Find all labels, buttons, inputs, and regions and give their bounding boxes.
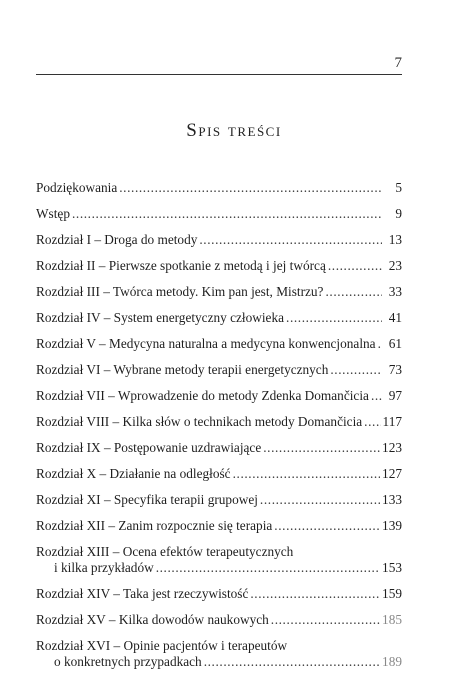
toc-entry-label-continued: i kilka przykładów: [54, 560, 154, 575]
header-rule: [36, 74, 402, 75]
toc-entry-label: Rozdział XVI – Opinie pacjentów i terapeutów: [36, 638, 288, 653]
toc-entry: [36, 612, 402, 638]
toc-entry: [36, 586, 402, 612]
toc-entry-label: Rozdział X – Działanie na odległość: [36, 466, 231, 481]
toc-entry-page: 123: [382, 440, 402, 455]
toc-entry-page: 9: [395, 206, 402, 221]
toc-entry-label: Rozdział VI – Wybrane metody terapii energetycznych: [36, 362, 329, 377]
toc-entry-page: 133: [382, 492, 402, 507]
toc-entry-label: Rozdział IV – System energetyczny człowieka: [36, 310, 285, 325]
toc-leader: [156, 560, 380, 576]
toc-entry-page: 13: [388, 232, 402, 247]
toc-entry: [36, 388, 402, 414]
toc-leader: [371, 388, 382, 404]
toc-entry: [36, 544, 402, 586]
toc-leader: [199, 232, 382, 248]
page-title: Spis treści: [186, 120, 282, 141]
page-number: 7: [394, 55, 402, 71]
toc-leader: [233, 466, 380, 482]
toc-leader: [263, 440, 380, 456]
toc-entry: [36, 180, 402, 206]
toc-entry: [36, 258, 402, 284]
toc-entry: [36, 414, 402, 440]
toc-leader: [260, 492, 380, 508]
toc-entry-label: Rozdział II – Pierwsze spotkanie z metodą i jej twórcą: [36, 258, 326, 273]
toc-entry: [36, 362, 402, 388]
toc-entry-page: 189: [382, 654, 402, 669]
toc-entry-label: Rozdział XIV – Taka jest rzeczywistość: [36, 586, 249, 601]
toc-entry-label: Rozdział XII – Zanim rozpocznie się terapia: [36, 518, 273, 533]
toc-entry-label: Rozdział VIII – Kilka słów o technikach metody Domančicia: [36, 414, 363, 429]
toc-entry: [36, 638, 402, 680]
toc-entry-page: 23: [388, 258, 402, 273]
toc-entry-page: 97: [388, 388, 402, 403]
toc-leader: [330, 362, 382, 378]
toc-entry-label-continued: o konkretnych przypadkach: [54, 654, 202, 669]
toc-entry-page: 117: [382, 414, 402, 429]
toc-entry-page: 5: [395, 180, 402, 195]
toc-entry-label: Rozdział XIII – Ocena efektów terapeutycznych: [36, 544, 294, 559]
toc-entry-page: 127: [382, 466, 402, 481]
toc-entry: [36, 284, 402, 310]
toc-entry: [36, 518, 402, 544]
toc-leader: [271, 612, 380, 628]
toc-entry: [36, 336, 402, 362]
toc-entry-label: Rozdział IX – Postępowanie uzdrawiające: [36, 440, 262, 455]
toc-entry-page: 153: [382, 560, 402, 575]
toc-entry: [36, 206, 402, 232]
toc-entry-label: Wstęp: [36, 206, 70, 221]
toc-leader: [250, 586, 380, 602]
toc-entry-label: Rozdział III – Twórca metody. Kim pan jest, Mistrzu?: [36, 284, 324, 299]
toc-entry: [36, 310, 402, 336]
toc-leader: [328, 258, 382, 274]
toc-entry-page: 185: [382, 612, 402, 627]
toc-entry-label: Podziękowania: [36, 180, 118, 195]
toc-leader: [119, 180, 382, 196]
toc-entry: [36, 466, 402, 492]
toc-entry-label: Rozdział XV – Kilka dowodów naukowych: [36, 612, 269, 627]
toc-entry-page: 139: [382, 518, 402, 533]
toc-entry-page: 41: [388, 310, 402, 325]
toc-entry-label: Rozdział V – Medycyna naturalna a medycyna konwencjonalna: [36, 336, 376, 351]
toc-leader: [325, 284, 382, 300]
toc-leader: [274, 518, 380, 534]
toc-entry-page: 33: [388, 284, 402, 299]
toc-leader: [378, 336, 382, 352]
toc-entry-label: Rozdział I – Droga do metody: [36, 232, 198, 247]
toc-entry-page: 61: [388, 336, 402, 351]
toc-entry-label: Rozdział VII – Wprowadzenie do metody Zdenka Domančicia: [36, 388, 369, 403]
toc-leader: [364, 414, 380, 430]
toc-entry: [36, 440, 402, 466]
toc-entry: [36, 232, 402, 258]
toc-entry-page: 73: [388, 362, 402, 377]
toc-leader: [72, 206, 382, 222]
toc-leader: [286, 310, 382, 326]
toc-entry-page: 159: [382, 586, 402, 601]
toc-entry: [36, 492, 402, 518]
toc-entry-label: Rozdział XI – Specyfika terapii grupowej: [36, 492, 258, 507]
toc-leader: [204, 654, 380, 670]
table-of-contents: [36, 180, 402, 680]
